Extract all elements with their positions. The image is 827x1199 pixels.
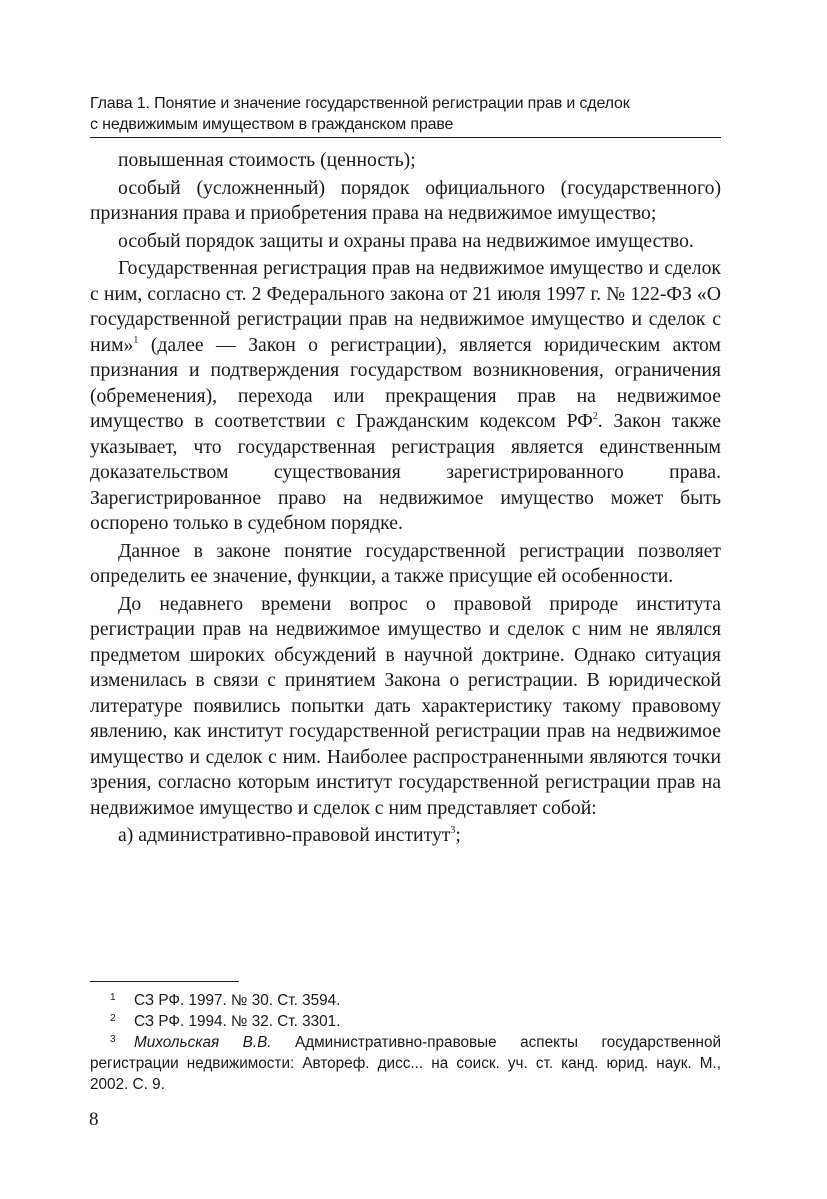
paragraph-definition: [90, 256, 721, 537]
paragraph-features: Данное в законе понятие государственной регистрации позволяет определить ее значение, функции, а также присущие ей особенности.: [90, 539, 721, 587]
footnote-3: 3 Михольская В.В. Административно-правовые аспекты государственной регистрации недвижимости: Автореф. дисс... на соиск. уч. ст. канд. юрид. наук. М., 2002. С. 9.: [90, 1034, 721, 1093]
paragraph-protection: особый порядок защиты и охраны права на недвижимое имущество.: [118, 229, 694, 252]
footnote-text: СЗ РФ. 1994. № 32. Ст. 3301.: [134, 1013, 341, 1030]
footnote-ref-3: 3: [450, 825, 456, 836]
footnotes: [90, 990, 721, 1095]
definition-text-2: (далее — Закон о регистрации), является юридическим актом признания и подтверждения государством возникновения, ограничения (обременения), перехода или прекращения прав на недвижимое имущество в соответствии с Гражданским кодексом РФ: [90, 333, 721, 432]
page-number: 8: [89, 1109, 99, 1130]
running-header-line-2: с недвижимым имуществом в гражданском праве: [90, 116, 454, 133]
definition-text-1: Государственная регистрация прав на недвижимое имущество и сделок с ним, согласно ст. 2 Федерального закона от 21 июля 1997 г. № 122-ФЗ «О государственной регистрации прав на недвижимое имущество и сделок с ним»: [90, 257, 721, 356]
footnote-text: Административно-правовые аспекты государственной регистрации недвижимости: Автореф. дисс... на соиск. уч. ст. канд. юрид. наук. М., 2002. С. 9.: [90, 1034, 721, 1093]
paragraph-recognition: особый (усложненный) порядок официального (государственного) признания права и приобретения права на недвижимое имущество;: [90, 176, 721, 224]
footnote-1: 1 СЗ РФ. 1997. № 30. Ст. 3594.: [110, 992, 341, 1009]
running-header-line-1: Глава 1. Понятие и значение государственной регистрации прав и сделок: [90, 95, 630, 112]
running-header: [90, 93, 720, 135]
paragraph-value: повышенная стоимость (ценность);: [118, 149, 416, 171]
footnote-rule: [90, 981, 239, 982]
footnote-text: СЗ РФ. 1997. № 30. Ст. 3594.: [134, 992, 341, 1009]
main-text: [90, 148, 721, 849]
header-rule: [90, 137, 721, 138]
definition-text-3: . Закон также указывает, что государственная регистрация является единственным доказательством существования зарегистрированного права. Зарегистрированное право на недвижимое имущество может быть оспорено только в судебном порядке.: [90, 410, 722, 534]
list-item-a-text: а) административно-правовой институт: [118, 824, 451, 846]
footnote-ref-1: 1: [133, 334, 139, 346]
paragraph-doctrine: До недавнего времени вопрос о правовой природе института регистрации прав на недвижимое имущество и сделок с ним не являлся предметом широких обсуждений в научной доктрине. Однако ситуация изменилась в связи с принятием Закона о регистрации. В юридической литературе появились попытки дать характеристику такому правовому явлению, как институт государственной регистрации прав на недвижимое имущество и сделок с ним. Наиболее распространенными являются точки зрения, согласно которым институт государственной регистрации прав на недвижимое имущество и сделок с ним представляет собой:: [90, 592, 721, 819]
paragraph-list-item-a: [90, 823, 721, 849]
list-item-a-punct: ;: [455, 824, 461, 846]
footnote-2: 2 СЗ РФ. 1994. № 32. Ст. 3301.: [110, 1013, 341, 1030]
footnote-ref-2: 2: [592, 411, 598, 422]
footnote-author: Михольская В.В.: [134, 1034, 272, 1051]
